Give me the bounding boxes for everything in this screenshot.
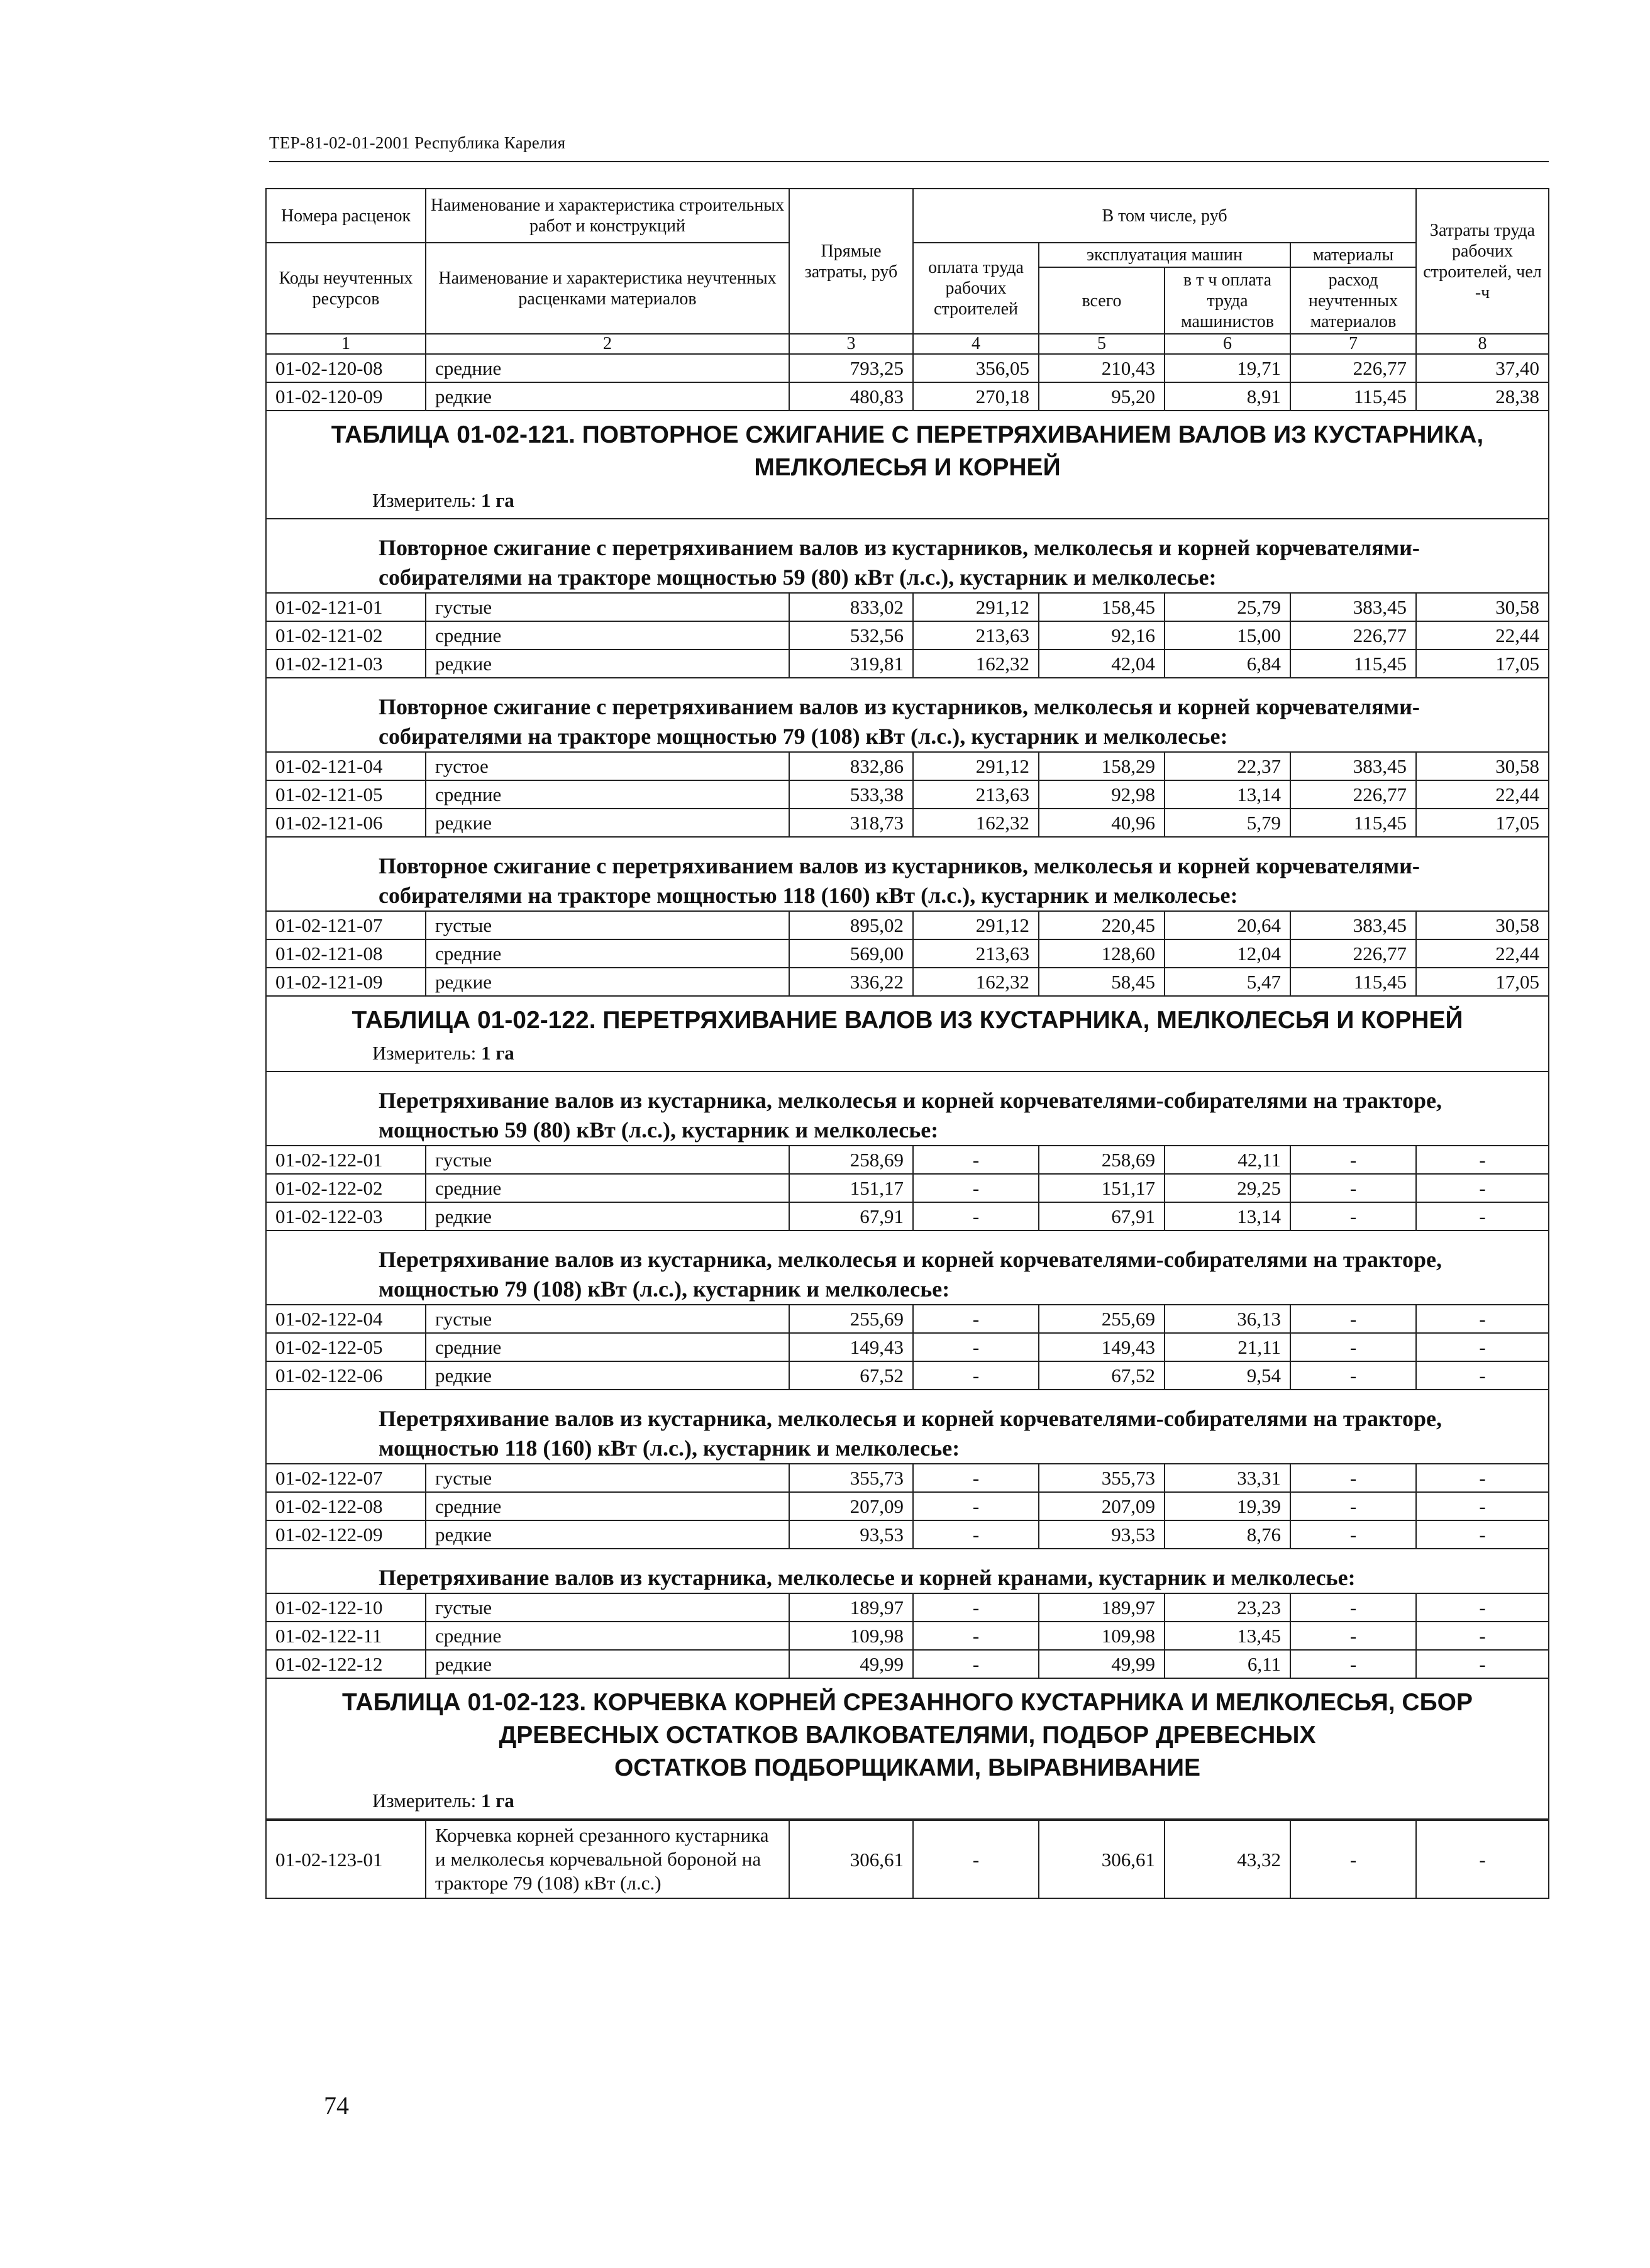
machines-pay-cell: 5,47 <box>1165 968 1290 996</box>
machines-total-cell: 189,97 <box>1039 1593 1165 1622</box>
labor-pay-cell: - <box>913 1820 1039 1898</box>
labor-hours-cell: 30,58 <box>1416 752 1549 780</box>
rate-code-cell: 01-02-121-03 <box>266 650 426 678</box>
materials-cell: - <box>1290 1333 1416 1361</box>
machines-total-cell: 92,98 <box>1039 780 1165 809</box>
rate-code-cell: 01-02-121-01 <box>266 593 426 621</box>
direct-costs-cell: 793,25 <box>789 354 913 382</box>
machines-pay-cell: 36,13 <box>1165 1305 1290 1333</box>
column-number: 3 <box>789 334 913 354</box>
group-header-cell <box>266 1072 1549 1146</box>
materials-cell: 383,45 <box>1290 752 1416 780</box>
table-row <box>266 968 1549 996</box>
direct-costs-cell: 306,61 <box>789 1820 913 1898</box>
labor-hours-cell: 28,38 <box>1416 382 1549 411</box>
unit-value: 1 га <box>480 1042 514 1064</box>
machines-pay-cell: 29,25 <box>1165 1174 1290 1202</box>
unit-line <box>267 1784 1548 1818</box>
group-header-row <box>266 1231 1549 1305</box>
table-row <box>266 752 1549 780</box>
header-materials: материалы <box>1290 243 1416 267</box>
materials-cell: 383,45 <box>1290 911 1416 939</box>
work-name-cell: редкие <box>426 809 789 837</box>
materials-cell: 226,77 <box>1290 354 1416 382</box>
labor-pay-cell: - <box>913 1305 1039 1333</box>
unit-line <box>267 484 1548 518</box>
materials-cell: - <box>1290 1820 1416 1898</box>
direct-costs-cell: 109,98 <box>789 1622 913 1650</box>
table-title-line: ТАБЛИЦА 01-02-121. ПОВТОРНОЕ СЖИГАНИЕ С ПЕРЕТРЯХИВАНИЕМ ВАЛОВ ИЗ КУСТАРНИКА, <box>331 421 1484 448</box>
header-codes-top: Номера расценок <box>266 189 426 243</box>
direct-costs-cell: 318,73 <box>789 809 913 837</box>
labor-hours-cell: - <box>1416 1650 1549 1678</box>
group-header-cell <box>266 837 1549 911</box>
machines-pay-cell: 13,14 <box>1165 780 1290 809</box>
direct-costs-cell: 151,17 <box>789 1174 913 1202</box>
column-number-row <box>266 334 1549 354</box>
work-name-cell: редкие <box>426 1520 789 1549</box>
machines-total-cell: 67,91 <box>1039 1202 1165 1231</box>
group-header-cell <box>266 519 1549 593</box>
table-row <box>266 1650 1549 1678</box>
machines-pay-cell: 22,37 <box>1165 752 1290 780</box>
group-header-row <box>266 1072 1549 1146</box>
machines-total-cell: 255,69 <box>1039 1305 1165 1333</box>
section-rule <box>267 1818 1548 1820</box>
table-title <box>267 411 1548 484</box>
table-section-cell <box>266 1678 1549 1820</box>
table-title-line: ОСТАТКОВ ПОДБОРЩИКАМИ, ВЫРАВНИВАНИЕ <box>614 1754 1201 1781</box>
rate-code-cell: 01-02-120-09 <box>266 382 426 411</box>
direct-costs-cell: 569,00 <box>789 939 913 968</box>
table-section-header <box>266 1678 1549 1820</box>
machines-total-cell: 210,43 <box>1039 354 1165 382</box>
column-number: 2 <box>426 334 789 354</box>
table-row <box>266 1174 1549 1202</box>
machines-pay-cell: 19,39 <box>1165 1492 1290 1520</box>
work-name-cell: редкие <box>426 1202 789 1231</box>
labor-hours-cell: - <box>1416 1361 1549 1390</box>
direct-costs-cell: 355,73 <box>789 1464 913 1492</box>
direct-costs-cell: 93,53 <box>789 1520 913 1549</box>
machines-total-cell: 151,17 <box>1039 1174 1165 1202</box>
header-labor-pay: оплата труда рабочих строителей <box>913 243 1039 334</box>
direct-costs-cell: 336,22 <box>789 968 913 996</box>
labor-hours-cell: 17,05 <box>1416 968 1549 996</box>
machines-pay-cell: 42,11 <box>1165 1146 1290 1174</box>
materials-cell: - <box>1290 1492 1416 1520</box>
group-title: Перетряхивание валов из кустарника, мелколесья и корней корчевателями-собирателями на тракторе, мощностью 59 (80) кВт (л.с.), кустарник и мелколесье: <box>379 1088 1442 1142</box>
machines-total-cell: 67,52 <box>1039 1361 1165 1390</box>
work-name-cell: густые <box>426 1593 789 1622</box>
labor-pay-cell: - <box>913 1520 1039 1549</box>
machines-total-cell: 95,20 <box>1039 382 1165 411</box>
rate-code-cell: 01-02-121-08 <box>266 939 426 968</box>
labor-pay-cell: 162,32 <box>913 650 1039 678</box>
rate-code-cell: 01-02-122-03 <box>266 1202 426 1231</box>
labor-pay-cell: - <box>913 1622 1039 1650</box>
labor-pay-cell: - <box>913 1492 1039 1520</box>
labor-pay-cell: - <box>913 1333 1039 1361</box>
column-number: 6 <box>1165 334 1290 354</box>
header-direct-costs: Прямые затраты, руб <box>789 189 913 334</box>
work-name-cell: редкие <box>426 1361 789 1390</box>
machines-total-cell: 42,04 <box>1039 650 1165 678</box>
work-name-cell: редкие <box>426 382 789 411</box>
work-name-cell: средние <box>426 621 789 650</box>
group-title: Перетряхивание валов из кустарника, мелколесья и корней корчевателями-собирателями на тракторе, мощностью 118 (160) кВт (л.с.), кустарник и мелколесье: <box>379 1406 1442 1461</box>
machines-total-cell: 158,45 <box>1039 593 1165 621</box>
unit-label: Измеритель: <box>372 1042 477 1064</box>
materials-cell: - <box>1290 1174 1416 1202</box>
table-section-header <box>266 411 1549 519</box>
machines-pay-cell: 23,23 <box>1165 1593 1290 1622</box>
header-row-1 <box>266 189 1549 243</box>
direct-costs-cell: 207,09 <box>789 1492 913 1520</box>
rate-code-cell: 01-02-122-05 <box>266 1333 426 1361</box>
labor-pay-cell: 270,18 <box>913 382 1039 411</box>
rate-code-cell: 01-02-122-01 <box>266 1146 426 1174</box>
direct-costs-cell: 833,02 <box>789 593 913 621</box>
machines-total-cell: 220,45 <box>1039 911 1165 939</box>
labor-pay-cell: 291,12 <box>913 593 1039 621</box>
machines-pay-cell: 8,91 <box>1165 382 1290 411</box>
machines-pay-cell: 21,11 <box>1165 1333 1290 1361</box>
group-header-row <box>266 837 1549 911</box>
column-number: 7 <box>1290 334 1416 354</box>
direct-costs-cell: 67,91 <box>789 1202 913 1231</box>
labor-hours-cell: 22,44 <box>1416 621 1549 650</box>
machines-pay-cell: 13,45 <box>1165 1622 1290 1650</box>
group-header-cell <box>266 1390 1549 1464</box>
table-row <box>266 382 1549 411</box>
group-header-row <box>266 678 1549 752</box>
labor-pay-cell: - <box>913 1650 1039 1678</box>
materials-cell: - <box>1290 1305 1416 1333</box>
table-section-cell <box>266 411 1549 519</box>
direct-costs-cell: 258,69 <box>789 1146 913 1174</box>
machines-pay-cell: 8,76 <box>1165 1520 1290 1549</box>
labor-hours-cell: - <box>1416 1593 1549 1622</box>
labor-hours-cell: - <box>1416 1820 1549 1898</box>
materials-cell: 115,45 <box>1290 968 1416 996</box>
machines-pay-cell: 33,31 <box>1165 1464 1290 1492</box>
work-name-cell: густые <box>426 911 789 939</box>
rate-code-cell: 01-02-122-09 <box>266 1520 426 1549</box>
header-machines: эксплуатация машин <box>1039 243 1290 267</box>
table-row <box>266 1361 1549 1390</box>
rate-code-cell: 01-02-122-12 <box>266 1650 426 1678</box>
materials-cell: 226,77 <box>1290 621 1416 650</box>
labor-hours-cell: 22,44 <box>1416 939 1549 968</box>
direct-costs-cell: 533,38 <box>789 780 913 809</box>
machines-total-cell: 207,09 <box>1039 1492 1165 1520</box>
table-row <box>266 1593 1549 1622</box>
direct-costs-cell: 895,02 <box>789 911 913 939</box>
rate-code-cell: 01-02-122-08 <box>266 1492 426 1520</box>
table-row <box>266 809 1549 837</box>
machines-pay-cell: 20,64 <box>1165 911 1290 939</box>
table-row <box>266 1622 1549 1650</box>
work-name-cell: Корчевка корней срезанного кустарника и мелколесья корчевальной бороной на тракторе 79 (108) кВт (л.с.) <box>426 1820 789 1898</box>
labor-pay-cell: - <box>913 1146 1039 1174</box>
direct-costs-cell: 832,86 <box>789 752 913 780</box>
column-number: 5 <box>1039 334 1165 354</box>
materials-cell: - <box>1290 1146 1416 1174</box>
machines-pay-cell: 19,71 <box>1165 354 1290 382</box>
group-title: Повторное сжигание с перетряхиванием валов из кустарников, мелколесья и корней корчевателями-собирателями на тракторе мощностью 118 (160) кВт (л.с.), кустарник и мелколесье: <box>379 853 1420 908</box>
machines-pay-cell: 6,11 <box>1165 1650 1290 1678</box>
machines-total-cell: 93,53 <box>1039 1520 1165 1549</box>
direct-costs-cell: 255,69 <box>789 1305 913 1333</box>
group-title: Повторное сжигание с перетряхиванием валов из кустарников, мелколесья и корней корчевателями-собирателями на тракторе мощностью 79 (108) кВт (л.с.), кустарник и мелколесье: <box>379 694 1420 749</box>
header-machines-pay: в т ч оплата труда машинистов <box>1165 267 1290 334</box>
table-row <box>266 1333 1549 1361</box>
rate-code-cell: 01-02-122-04 <box>266 1305 426 1333</box>
machines-pay-cell: 13,14 <box>1165 1202 1290 1231</box>
table-row <box>266 1820 1549 1898</box>
work-name-cell: средние <box>426 1174 789 1202</box>
table-row <box>266 621 1549 650</box>
rate-code-cell: 01-02-123-01 <box>266 1820 426 1898</box>
rate-code-cell: 01-02-122-07 <box>266 1464 426 1492</box>
work-name-cell: средние <box>426 1492 789 1520</box>
direct-costs-cell: 532,56 <box>789 621 913 650</box>
labor-hours-cell: - <box>1416 1174 1549 1202</box>
labor-pay-cell: 162,32 <box>913 968 1039 996</box>
labor-hours-cell: - <box>1416 1333 1549 1361</box>
table-row <box>266 1305 1549 1333</box>
table-title <box>267 1679 1548 1784</box>
direct-costs-cell: 49,99 <box>789 1650 913 1678</box>
labor-pay-cell: - <box>913 1593 1039 1622</box>
table-row <box>266 354 1549 382</box>
group-title: Перетряхивание валов из кустарника, мелколесье и корней кранами, кустарник и мелколесье: <box>379 1565 1356 1590</box>
group-header-cell <box>266 678 1549 752</box>
column-number: 1 <box>266 334 426 354</box>
rate-code-cell: 01-02-122-06 <box>266 1361 426 1390</box>
work-name-cell: средние <box>426 939 789 968</box>
labor-pay-cell: - <box>913 1361 1039 1390</box>
labor-pay-cell: 291,12 <box>913 911 1039 939</box>
labor-hours-cell: 30,58 <box>1416 911 1549 939</box>
direct-costs-cell: 189,97 <box>789 1593 913 1622</box>
table-section-cell <box>266 996 1549 1072</box>
work-name-cell: густое <box>426 752 789 780</box>
materials-cell: 115,45 <box>1290 650 1416 678</box>
unit-value: 1 га <box>480 489 514 511</box>
materials-cell: 115,45 <box>1290 809 1416 837</box>
group-header-row <box>266 1390 1549 1464</box>
materials-cell: 226,77 <box>1290 939 1416 968</box>
table-row <box>266 780 1549 809</box>
machines-total-cell: 109,98 <box>1039 1622 1165 1650</box>
unit-value: 1 га <box>480 1790 514 1812</box>
rate-code-cell: 01-02-122-02 <box>266 1174 426 1202</box>
running-header: ТЕР-81-02-01-2001 Республика Карелия <box>269 133 566 152</box>
table-title-line: ТАБЛИЦА 01-02-123. КОРЧЕВКА КОРНЕЙ СРЕЗАННОГО КУСТАРНИКА И МЕЛКОЛЕСЬЯ, СБОР <box>342 1689 1473 1716</box>
table-row <box>266 1464 1549 1492</box>
page-number: 74 <box>324 2091 349 2120</box>
labor-hours-cell: - <box>1416 1202 1549 1231</box>
labor-hours-cell: 17,05 <box>1416 809 1549 837</box>
rate-code-cell: 01-02-121-07 <box>266 911 426 939</box>
direct-costs-cell: 67,52 <box>789 1361 913 1390</box>
table-row <box>266 1520 1549 1549</box>
labor-hours-cell: - <box>1416 1146 1549 1174</box>
labor-pay-cell: - <box>913 1202 1039 1231</box>
labor-pay-cell: 356,05 <box>913 354 1039 382</box>
work-name-cell: средние <box>426 1333 789 1361</box>
table-title-line: ДРЕВЕСНЫХ ОСТАТКОВ ВАЛКОВАТЕЛЯМИ, ПОДБОР ДРЕВЕСНЫХ <box>499 1722 1316 1749</box>
header-materials-sub: расход неучтенных материалов <box>1290 267 1416 334</box>
rate-code-cell: 01-02-121-06 <box>266 809 426 837</box>
machines-pay-cell: 5,79 <box>1165 809 1290 837</box>
materials-cell: - <box>1290 1593 1416 1622</box>
work-name-cell: густые <box>426 1146 789 1174</box>
header-name-bottom: Наименование и характеристика неучтенных расценками материалов <box>426 243 789 334</box>
direct-costs-cell: 480,83 <box>789 382 913 411</box>
group-header-cell <box>266 1231 1549 1305</box>
labor-hours-cell: - <box>1416 1464 1549 1492</box>
rates-table <box>265 188 1549 1899</box>
machines-pay-cell: 12,04 <box>1165 939 1290 968</box>
work-name-cell: редкие <box>426 968 789 996</box>
table-row <box>266 911 1549 939</box>
materials-cell: - <box>1290 1464 1416 1492</box>
header-labor-hours: Затраты труда рабочих строителей, чел -ч <box>1416 189 1549 334</box>
header-name-top: Наименование и характеристика строительных работ и конструкций <box>426 189 789 243</box>
labor-hours-cell: 17,05 <box>1416 650 1549 678</box>
group-title: Перетряхивание валов из кустарника, мелколесья и корней корчевателями-собирателями на тракторе, мощностью 79 (108) кВт (л.с.), кустарник и мелколесье: <box>379 1247 1442 1302</box>
table-row <box>266 1146 1549 1174</box>
machines-total-cell: 258,69 <box>1039 1146 1165 1174</box>
header-machines-total: всего <box>1039 267 1165 334</box>
materials-cell: - <box>1290 1622 1416 1650</box>
rate-code-cell: 01-02-121-09 <box>266 968 426 996</box>
machines-total-cell: 40,96 <box>1039 809 1165 837</box>
rates-table-body <box>266 189 1549 1898</box>
machines-total-cell: 149,43 <box>1039 1333 1165 1361</box>
labor-hours-cell: 30,58 <box>1416 593 1549 621</box>
column-number: 8 <box>1416 334 1549 354</box>
labor-hours-cell: - <box>1416 1305 1549 1333</box>
work-name-cell: средние <box>426 780 789 809</box>
labor-pay-cell: - <box>913 1174 1039 1202</box>
unit-label: Измеритель: <box>372 1790 477 1812</box>
work-name-cell: средние <box>426 354 789 382</box>
materials-cell: 226,77 <box>1290 780 1416 809</box>
rate-code-cell: 01-02-122-10 <box>266 1593 426 1622</box>
table-title-line: МЕЛКОЛЕСЬЯ И КОРНЕЙ <box>754 454 1061 481</box>
labor-pay-cell: 213,63 <box>913 939 1039 968</box>
unit-label: Измеритель: <box>372 489 477 511</box>
table-title <box>267 997 1548 1037</box>
machines-total-cell: 158,29 <box>1039 752 1165 780</box>
labor-pay-cell: 162,32 <box>913 809 1039 837</box>
machines-total-cell: 92,16 <box>1039 621 1165 650</box>
work-name-cell: редкие <box>426 650 789 678</box>
work-name-cell: густые <box>426 593 789 621</box>
table-row <box>266 1202 1549 1231</box>
column-number: 4 <box>913 334 1039 354</box>
rate-code-cell: 01-02-121-05 <box>266 780 426 809</box>
work-name-cell: густые <box>426 1305 789 1333</box>
header-codes-bottom: Коды неучтенных ресурсов <box>266 243 426 334</box>
materials-cell: 115,45 <box>1290 382 1416 411</box>
machines-pay-cell: 9,54 <box>1165 1361 1290 1390</box>
labor-pay-cell: - <box>913 1464 1039 1492</box>
group-header-row <box>266 1549 1549 1593</box>
materials-cell: - <box>1290 1650 1416 1678</box>
machines-pay-cell: 25,79 <box>1165 593 1290 621</box>
machines-pay-cell: 43,32 <box>1165 1820 1290 1898</box>
machines-total-cell: 128,60 <box>1039 939 1165 968</box>
rate-code-cell: 01-02-120-08 <box>266 354 426 382</box>
labor-hours-cell: - <box>1416 1520 1549 1549</box>
materials-cell: - <box>1290 1361 1416 1390</box>
table-row <box>266 593 1549 621</box>
machines-total-cell: 58,45 <box>1039 968 1165 996</box>
group-header-row <box>266 519 1549 593</box>
table-row <box>266 650 1549 678</box>
machines-pay-cell: 15,00 <box>1165 621 1290 650</box>
machines-total-cell: 306,61 <box>1039 1820 1165 1898</box>
group-header-cell <box>266 1549 1549 1593</box>
table-row <box>266 1492 1549 1520</box>
work-name-cell: густые <box>426 1464 789 1492</box>
machines-pay-cell: 6,84 <box>1165 650 1290 678</box>
direct-costs-cell: 149,43 <box>789 1333 913 1361</box>
work-name-cell: редкие <box>426 1650 789 1678</box>
machines-total-cell: 49,99 <box>1039 1650 1165 1678</box>
direct-costs-cell: 319,81 <box>789 650 913 678</box>
labor-pay-cell: 213,63 <box>913 780 1039 809</box>
work-name-cell: средние <box>426 1622 789 1650</box>
machines-total-cell: 355,73 <box>1039 1464 1165 1492</box>
group-title: Повторное сжигание с перетряхиванием валов из кустарников, мелколесья и корней корчевателями-собирателями на тракторе мощностью 59 (80) кВт (л.с.), кустарник и мелколесье: <box>379 535 1420 590</box>
header-rule <box>269 161 1549 162</box>
labor-hours-cell: 37,40 <box>1416 354 1549 382</box>
rate-code-cell: 01-02-121-02 <box>266 621 426 650</box>
unit-line <box>267 1037 1548 1071</box>
rate-code-cell: 01-02-121-04 <box>266 752 426 780</box>
rate-code-cell: 01-02-122-11 <box>266 1622 426 1650</box>
materials-cell: 383,45 <box>1290 593 1416 621</box>
table-section-header <box>266 996 1549 1072</box>
labor-pay-cell: 213,63 <box>913 621 1039 650</box>
labor-hours-cell: - <box>1416 1622 1549 1650</box>
materials-cell: - <box>1290 1202 1416 1231</box>
labor-pay-cell: 291,12 <box>913 752 1039 780</box>
labor-hours-cell: 22,44 <box>1416 780 1549 809</box>
labor-hours-cell: - <box>1416 1492 1549 1520</box>
table-row <box>266 939 1549 968</box>
header-including: В том числе, руб <box>913 189 1416 243</box>
materials-cell: - <box>1290 1520 1416 1549</box>
table-title-line: ТАБЛИЦА 01-02-122. ПЕРЕТРЯХИВАНИЕ ВАЛОВ ИЗ КУСТАРНИКА, МЕЛКОЛЕСЬЯ И КОРНЕЙ <box>352 1007 1463 1034</box>
